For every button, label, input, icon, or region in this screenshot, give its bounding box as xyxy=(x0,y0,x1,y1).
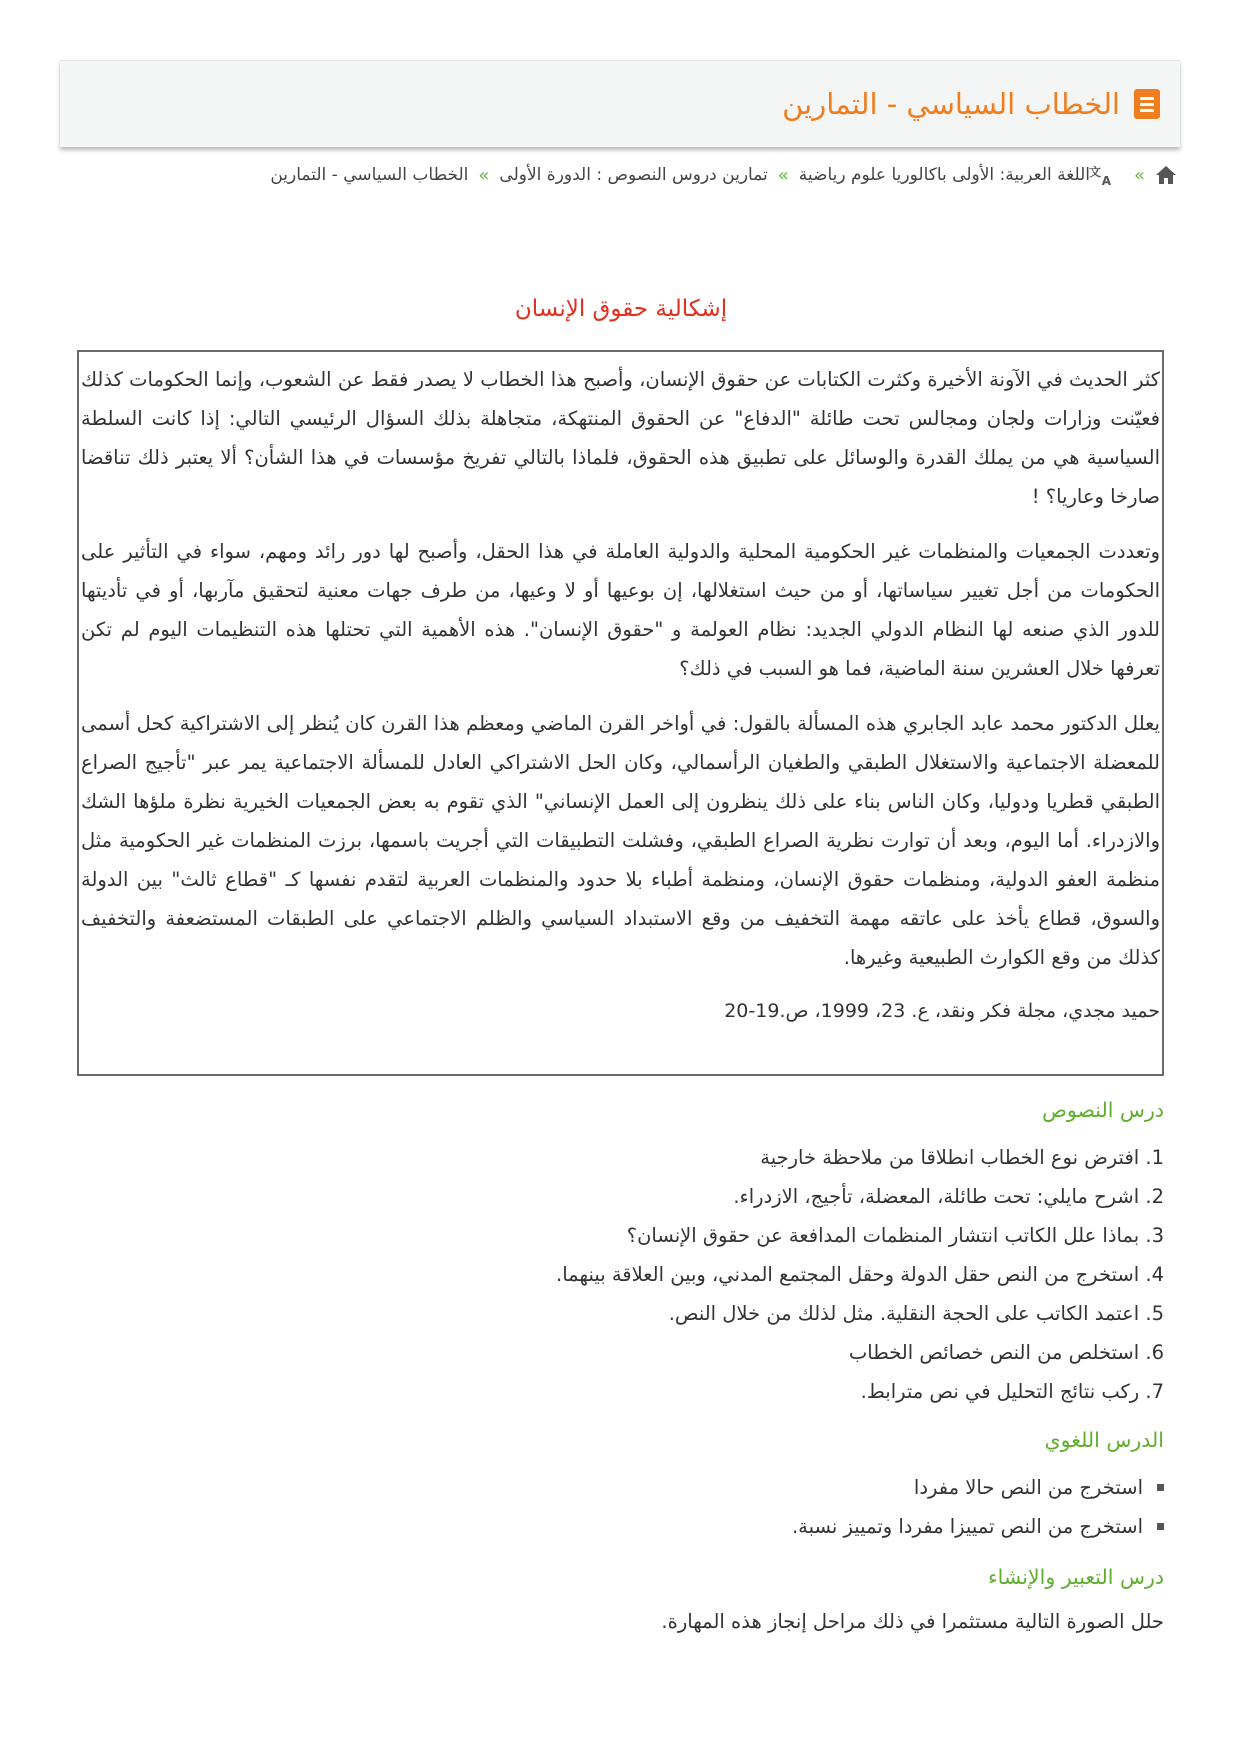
list-item-text: استخرج من النص تمييزا مفردا وتمييز نسبة. xyxy=(791,1515,1143,1538)
breadcrumb-separator: » xyxy=(777,164,789,186)
list-item: 1. افترض نوع الخطاب انطلاقا من ملاحظة خارجية xyxy=(760,1146,1164,1169)
breadcrumb-separator: » xyxy=(478,164,490,186)
exercise-list xyxy=(556,1138,1164,1411)
breadcrumb-item-exercises[interactable]: تمارين دروس النصوص : الدورة الأولى xyxy=(499,165,768,185)
list-item-text: استخرج من النص حالا مفردا xyxy=(913,1476,1143,1499)
text-paragraph: وتعددت الجمعيات والمنظمات غير الحكومية المحلية والدولية العاملة في هذا الحقل، وأصبح لها دور رائد ومهم، سواء في التأثير على الحكومات من أجل تغيير سياساتها، أو من حيث استغلالها، إن بوعيها أو لا وعيها، من طرف جهات معنية لتحقيق مآربها، أو في تأديتها للدور الذي صنعه لها النظام الدولي الجديد: نظام العولمة و "حقوق الإنسان". هذه الأهمية التي تحتلها هذه التنظيمات اليوم لم تكن تعرفها خلال العشرين سنة الماضية، فما هو السبب في ذلك؟ xyxy=(81,540,1160,680)
section-title-language-lesson: الدرس اللغوي xyxy=(1044,1428,1164,1452)
text-box xyxy=(77,350,1164,1076)
text-title: إشكالية حقوق الإنسان xyxy=(514,296,728,322)
list-item: 5. اعتمد الكاتب على الحجة النقلية. مثل لذلك من خلال النص. xyxy=(668,1302,1164,1325)
section-title-texts-lesson: درس النصوص xyxy=(1042,1098,1164,1122)
page-header xyxy=(60,60,1180,147)
list-item xyxy=(792,1507,1164,1546)
bullet-icon xyxy=(1157,1523,1164,1530)
document-icon xyxy=(1134,89,1160,119)
text-paragraph: كثر الحديث في الآونة الأخيرة وكثرت الكتابات عن حقوق الإنسان، وأصبح هذا الخطاب لا يصدر فقط عن الشعوب، وإنما الحكومات كذلك فعيّنت وزارات ولجان ومجالس تحت طائلة "الدفاع" عن الحقوق المنتهكة، متجاهلة بذلك السؤال الرئيسي التالي: إذا كانت السلطة السياسية هي من يملك القدرة والوسائل على تطبيق هذه الحقوق، فلماذا بالتالي تفريخ مؤسسات في هذا الشأن؟ ألا يعتبر ذلك تناقضا صارخا وعاريا؟ ! xyxy=(81,368,1160,508)
list-item xyxy=(792,1468,1164,1507)
language-list xyxy=(792,1468,1164,1546)
home-icon[interactable] xyxy=(1155,165,1177,185)
breadcrumb xyxy=(270,164,1177,186)
page-title: الخطاب السياسي - التمارين xyxy=(782,87,1120,121)
expression-task: حلل الصورة التالية مستثمرا في ذلك مراحل إنجاز هذه المهارة. xyxy=(661,1610,1164,1633)
translate-icon xyxy=(1088,164,1124,188)
breadcrumb-item-subject[interactable]: اللغة العربية: الأولى باكالوريا علوم رياضية xyxy=(798,165,1090,185)
list-item: 4. استخرج من النص حقل الدولة وحقل المجتمع المدني، وبين العلاقة بينهما. xyxy=(556,1263,1164,1286)
list-item: 6. استخلص من النص خصائص الخطاب xyxy=(848,1341,1164,1364)
section-title-expression-lesson: درس التعبير والإنشاء xyxy=(988,1565,1164,1589)
svg-text:文: 文 xyxy=(1088,165,1101,179)
svg-text:A: A xyxy=(1101,174,1111,188)
list-item: 3. بماذا علل الكاتب انتشار المنظمات المدافعة عن حقوق الإنسان؟ xyxy=(626,1224,1164,1247)
list-item: 7. ركب نتائج التحليل في نص مترابط. xyxy=(860,1380,1164,1403)
text-paragraph: يعلل الدكتور محمد عابد الجابري هذه المسألة بالقول: في أواخر القرن الماضي ومعظم هذا القرن كان يُنظر إلى الاشتراكية كحل أسمى للمعضلة الاجتماعية والاستغلال الطبقي والطغيان الرأسمالي، وكان الحل الاشتراكي العادل للمسألة الاجتماعية يمر عبر "تأجيج الصراع الطبقي قطريا ودوليا، وكان الناس بناء على ذلك ينظرون إلى العمل الإنساني" الذي تقوم به بعض الجمعيات الخيرية نظرة ملؤها الشك والازدراء. أما اليوم، وبعد أن توارت نظرية الصراع الطبقي، وفشلت التطبيقات التي أجريت باسمها، برزت المنظمات غير الحكومية مثل منظمة العفو الدولية، ومنظمات حقوق الإنسان، ومنظمة أطباء بلا حدود والمنظمات العربية لتقدم نفسها كـ "قطاع ثالث" بين الدولة والسوق، قطاع يأخذ على عاتقه مهمة التخفيف من وقع الاستبداد السياسي والظلم الاجتماعي على الطبقات المستضعفة والتخفيف كذلك من وقع الكوارث الطبيعية وغيرها. xyxy=(81,712,1160,969)
text-source: حميد مجدي، مجلة فكر ونقد، ع. 23، 1999، ص.19-20 xyxy=(724,1000,1160,1022)
bullet-icon xyxy=(1157,1484,1164,1491)
breadcrumb-separator: » xyxy=(1133,164,1145,186)
list-item: 2. اشرح مايلي: تحت طائلة، المعضلة، تأجيج، الازدراء. xyxy=(733,1185,1164,1208)
breadcrumb-item-current: الخطاب السياسي - التمارين xyxy=(270,165,469,185)
